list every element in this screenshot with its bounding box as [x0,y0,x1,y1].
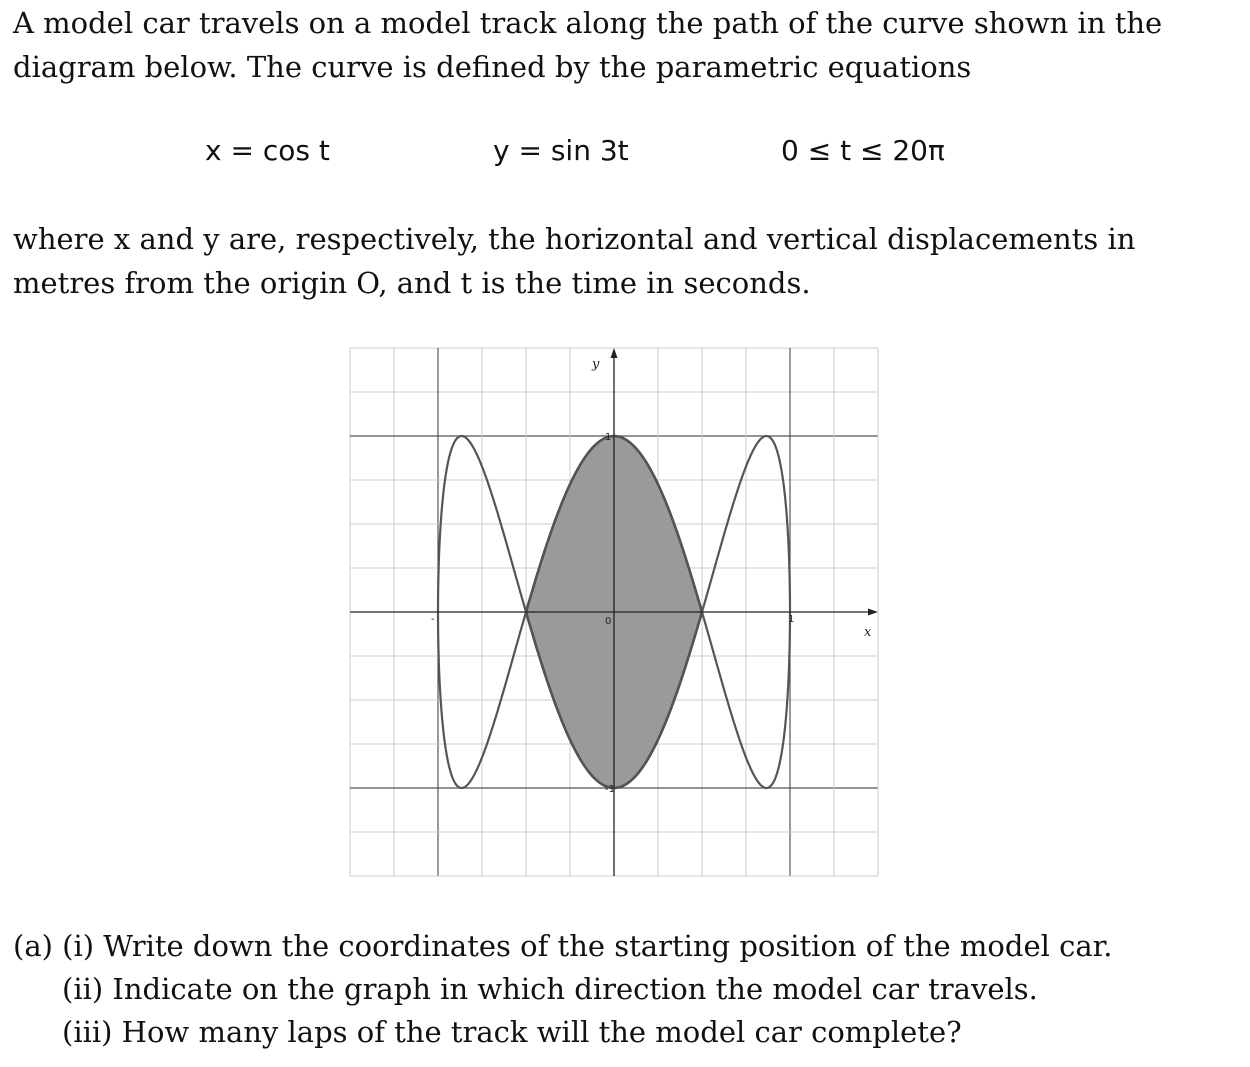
y-axis-arrow-icon [611,348,618,358]
description-paragraph: where x and y are, respectively, the horizontal and vertical displacements in metres from the origin O, and t is the time in seconds. [13,222,1136,300]
equation-t-range: 0 ≤ t ≤ 20π [781,134,945,167]
y-tick-label-top: 1 [605,432,612,443]
x-axis-label: x [864,625,872,640]
intro-paragraph: A model car travels on a model track along the path of the curve shown in the diagram below. The curve is defined by the parametric equations [13,6,1163,84]
x-tick-label-left: - [431,614,435,625]
x-tick-label-right: 1 [788,614,795,625]
equation-x: x = cos t [205,134,330,167]
question-a-i: (a) (i) Write down the coordinates of the starting position of the model car. [13,929,1113,963]
question-a-iii: (iii) How many laps of the track will the model car complete? [62,1015,962,1049]
y-axis-label: y [592,357,600,372]
question-a-ii: (ii) Indicate on the graph in which direction the model car travels. [62,972,1038,1006]
y-tick-label-bottom: -1 [605,784,615,795]
x-axis-arrow-icon [868,609,878,616]
axes [350,348,878,876]
equation-y: y = sin 3t [493,134,629,167]
origin-label: 0 [605,616,612,627]
